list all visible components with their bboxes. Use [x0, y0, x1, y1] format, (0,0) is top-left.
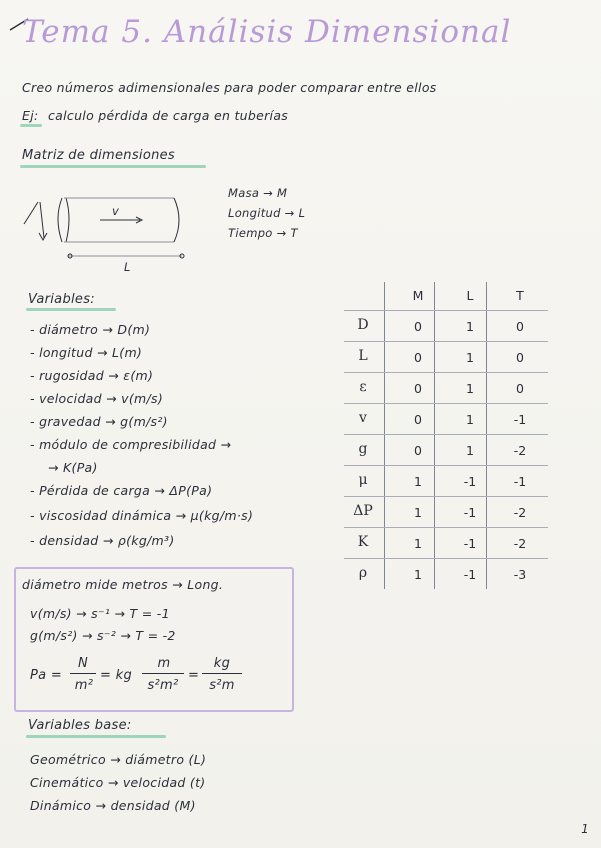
- matrix-cell: 1: [466, 381, 474, 396]
- variable-item: - densidad → ρ(kg/m³): [30, 533, 175, 548]
- variable-item: - gravedad → g(m/s²): [30, 414, 168, 429]
- matrix-row-label: ε: [359, 379, 367, 395]
- variable-item: - diámetro → D(m): [30, 322, 151, 337]
- base-item: Geométrico → diámetro (L): [30, 752, 207, 767]
- box-line-3: g(m/s²) → s⁻² → T = -2: [30, 628, 176, 643]
- example-underline: [20, 124, 42, 127]
- base-heading-underline: [26, 735, 166, 738]
- matrix-column-header: L: [466, 288, 474, 303]
- variables-heading: Variables:: [28, 292, 95, 307]
- box-line-2: v(m/s) → s⁻¹ → T = -1: [30, 606, 170, 621]
- matrix-row-line: [344, 558, 548, 559]
- box-line-1: diámetro mide metros → Long.: [22, 577, 224, 592]
- matrix-cell: 1: [414, 505, 422, 520]
- matrix-row-label: ΔP: [353, 503, 373, 519]
- dimension-length: Longitud → L: [228, 206, 306, 220]
- page-number: 1: [581, 822, 589, 836]
- matrix-row-line: [344, 372, 548, 373]
- variables-heading-underline: [26, 308, 116, 311]
- variable-item: - velocidad → v(m/s): [30, 391, 164, 406]
- matrix-cell: 1: [466, 412, 474, 427]
- meter-numerator: m: [157, 656, 171, 671]
- variable-item: - Pérdida de carga → ΔP(Pa): [30, 483, 213, 498]
- matrix-cell: -1: [463, 567, 477, 582]
- matrix-row-label: K: [357, 534, 369, 550]
- pipe-diagram: [14, 188, 194, 268]
- variable-item: - rugosidad → ε(m): [30, 368, 154, 383]
- newton-numerator: N: [77, 656, 89, 671]
- fraction-bar: [202, 673, 242, 674]
- matrix-cell: 1: [414, 567, 422, 582]
- matrix-row-line: [344, 341, 548, 342]
- variable-item: - longitud → L(m): [30, 345, 143, 360]
- matrix-heading-underline: [20, 165, 206, 168]
- matrix-row-label: D: [357, 317, 369, 333]
- matrix-cell: -3: [513, 567, 527, 582]
- newton-denominator: m²: [74, 678, 94, 693]
- matrix-cell: 1: [466, 319, 474, 334]
- dimension-matrix: [338, 282, 550, 598]
- matrix-cell: 0: [414, 443, 422, 458]
- matrix-cell: -1: [463, 505, 477, 520]
- matrix-cell: 1: [466, 443, 474, 458]
- matrix-heading: Matriz de dimensiones: [22, 148, 175, 163]
- matrix-cell: 1: [414, 536, 422, 551]
- matrix-row-line: [344, 310, 548, 311]
- equals-sign: =: [188, 668, 200, 683]
- matrix-cell: -2: [513, 505, 527, 520]
- matrix-cell: 1: [466, 350, 474, 365]
- diagram-length-label: L: [124, 260, 131, 274]
- matrix-row-line: [344, 465, 548, 466]
- matrix-cell: -1: [463, 536, 477, 551]
- intro-line-2: calculo pérdida de carga en tuberías: [48, 108, 289, 123]
- matrix-cell: 0: [414, 381, 422, 396]
- matrix-row-label: L: [358, 348, 368, 364]
- dimension-time: Tiempo → T: [228, 226, 298, 240]
- matrix-cell: -1: [463, 474, 477, 489]
- matrix-column-header: T: [516, 288, 524, 303]
- diagram-velocity-label: v: [112, 204, 120, 218]
- matrix-row-label: g: [358, 441, 368, 457]
- matrix-row-line: [344, 527, 548, 528]
- matrix-row-label: ρ: [358, 565, 368, 581]
- matrix-cell: 0: [516, 350, 524, 365]
- matrix-cell: -1: [513, 474, 527, 489]
- matrix-cell: 0: [414, 319, 422, 334]
- fraction-bar: [70, 673, 96, 674]
- equals-kg: = kg: [100, 668, 133, 683]
- intro-line-1: Creo números adimensionales para poder comparar entre ellos: [22, 80, 437, 95]
- fraction-bar: [142, 673, 184, 674]
- matrix-cell: 0: [414, 412, 422, 427]
- matrix-row-line: [344, 496, 548, 497]
- matrix-cell: 0: [516, 381, 524, 396]
- kg-denominator: s²m: [209, 678, 235, 693]
- matrix-cell: -1: [513, 412, 527, 427]
- base-item: Cinemático → velocidad (t): [30, 775, 206, 790]
- intro-example-label: Ej:: [22, 108, 39, 123]
- matrix-cell: 1: [414, 474, 422, 489]
- meter-denominator: s²m²: [147, 678, 179, 693]
- matrix-vertical-line: [384, 282, 385, 589]
- matrix-cell: 0: [414, 350, 422, 365]
- matrix-row-label: μ: [358, 472, 368, 488]
- dimension-mass: Masa → M: [228, 186, 288, 200]
- variable-item: → K(Pa): [48, 460, 98, 475]
- matrix-cell: -2: [513, 536, 527, 551]
- matrix-row-line: [344, 403, 548, 404]
- matrix-cell: -2: [513, 443, 527, 458]
- matrix-column-header: M: [412, 288, 424, 303]
- matrix-row-line: [344, 434, 548, 435]
- matrix-cell: 0: [516, 319, 524, 334]
- kg-numerator: kg: [213, 656, 231, 671]
- variable-item: - módulo de compresibilidad →: [30, 437, 232, 452]
- page-title: Tema 5. Análisis Dimensional: [22, 14, 512, 50]
- variable-item: - viscosidad dinámica → μ(kg/m·s): [30, 508, 254, 523]
- matrix-row-label: v: [359, 410, 367, 426]
- base-heading: Variables base:: [28, 718, 132, 733]
- base-item: Dinámico → densidad (M): [30, 798, 196, 813]
- pa-lhs: Pa =: [30, 668, 63, 683]
